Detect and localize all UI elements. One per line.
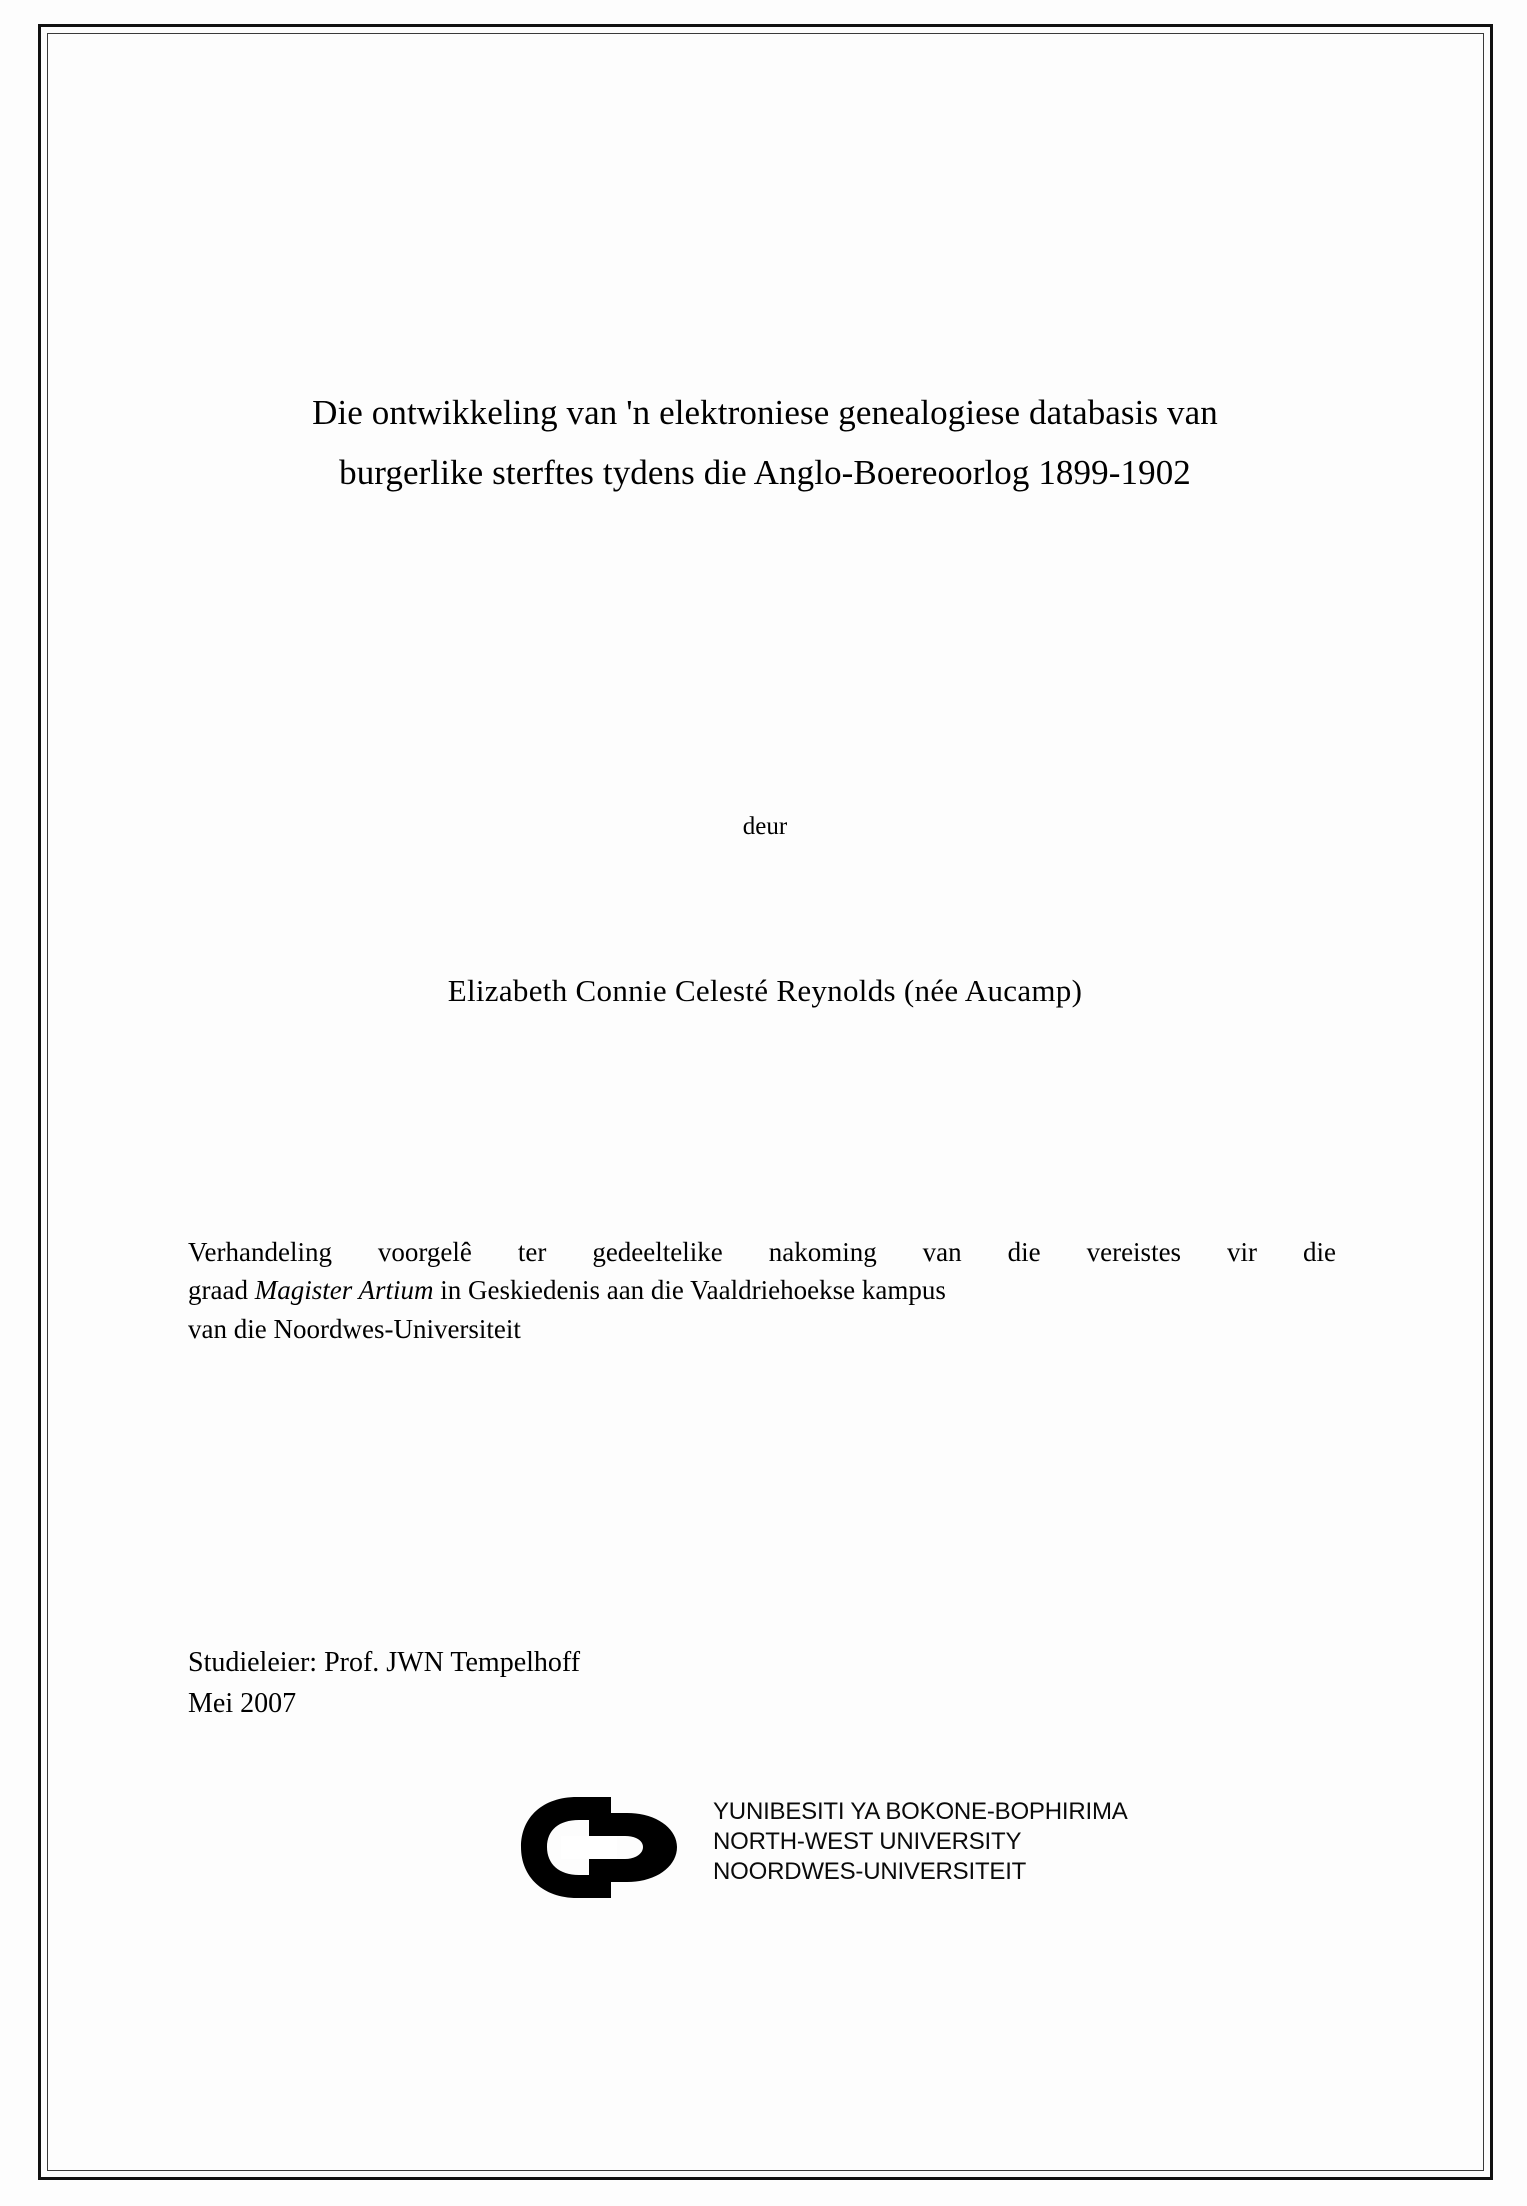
- degree-statement: [188, 1233, 1336, 1348]
- university-logo-text: [713, 1797, 1128, 1888]
- logo-text-line-3: NOORDWES-UNIVERSITEIT: [713, 1858, 1027, 1886]
- degree-statement-line-2: [188, 1271, 1336, 1309]
- title-line-2: burgerlike sterftes tydens die Anglo-Boereoorlog 1899-1902: [339, 453, 1191, 493]
- degree-statement-line-2-prefix: graad: [188, 1275, 255, 1306]
- university-logo: [515, 1793, 1215, 1913]
- degree-statement-line-1: Verhandeling voorgelê ter gedeeltelike nakoming van die vereistes vir die: [188, 1237, 1336, 1267]
- degree-statement-line-2-suffix: in Geskiedenis aan die Vaaldriehoekse kampus: [433, 1275, 946, 1306]
- submission-date: Mei 2007: [188, 1687, 297, 1719]
- degree-statement-line-3: van die Noordwes-Universiteit: [188, 1313, 521, 1344]
- cover-content: [185, 33, 1345, 2163]
- title-line-1: Die ontwikkeling van 'n elektroniese genealogiese databasis van: [312, 393, 1218, 432]
- degree-name: Magister Artium: [254, 1275, 434, 1306]
- north-west-university-logo-icon: [515, 1795, 705, 1900]
- logo-text-line-2: NORTH-WEST UNIVERSITY: [713, 1828, 1022, 1856]
- logo-text-line-1: YUNIBESITI YA BOKONE-BOPHIRIMA: [713, 1798, 1128, 1825]
- by-label: deur: [742, 813, 788, 840]
- page-title: [185, 383, 1345, 503]
- supervisor-block: [188, 1643, 1088, 1724]
- author-name: Elizabeth Connie Celesté Reynolds (née Aucamp): [447, 973, 1083, 1008]
- supervisor-name: Studieleier: Prof. JWN Tempelhoff: [188, 1647, 581, 1678]
